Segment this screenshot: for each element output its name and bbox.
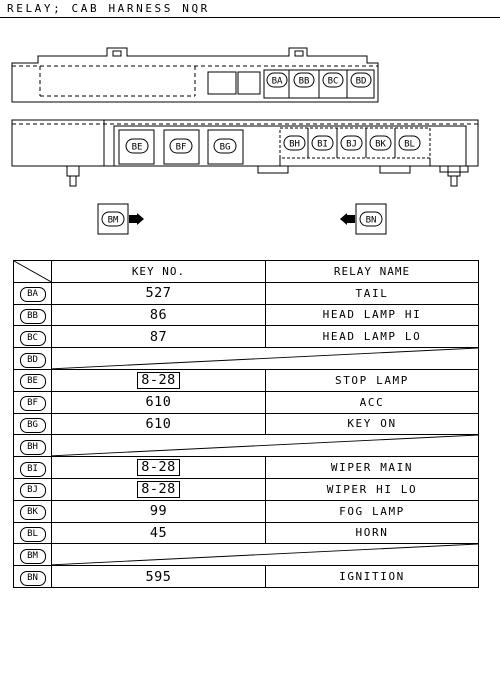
table-header-row [14,261,479,283]
svg-text:BN: BN [365,215,377,226]
relay-code-cell [14,326,52,348]
relay-code-badge: BN [20,571,46,586]
relay-code-badge: BC [20,331,46,346]
key-no-cell [52,282,266,304]
connector-BB-icon [294,73,314,87]
key-no-value: 610 [145,394,172,411]
table-row [14,566,479,588]
key-no-value: 99 [149,503,168,520]
svg-text:BC: BC [327,76,339,87]
key-no-cell [52,304,266,326]
table-row [14,282,479,304]
key-no-cell [52,391,266,413]
relay-box-diagram [0,0,500,250]
key-no-cell [52,369,266,391]
relay-code-badge: BE [20,374,46,389]
relay-code-badge: BK [20,505,46,520]
relay-name-value: IGNITION [339,570,405,584]
svg-text:BL: BL [404,139,415,150]
table-row [14,544,479,566]
connector-BH-icon [284,136,305,150]
key-no-cell [52,478,266,500]
relay-name-cell [266,566,479,588]
key-no-value: 8-28 [137,459,180,476]
relay-name-value: WIPER HI LO [326,482,418,496]
table-row [14,457,479,479]
relay-code-cell [14,413,52,435]
key-no-value: 595 [145,568,172,585]
relay-code-cell [14,348,52,370]
unused-slot-cell [52,435,479,457]
key-no-header: KEY NO. [52,261,266,283]
relay-name-cell [266,457,479,479]
connector-BG-icon [214,139,236,153]
key-no-value: 45 [149,524,168,541]
relay-code-cell [14,282,52,304]
corner-cell [14,261,52,283]
relay-code-cell [14,457,52,479]
relay-code-cell [14,304,52,326]
page-title: RELAY; CAB HARNESS NQR [7,2,210,15]
svg-text:BJ: BJ [346,139,357,150]
relay-name-cell [266,282,479,304]
relay-name-cell [266,522,479,544]
connector-BJ-icon [341,136,362,150]
table-row [14,478,479,500]
svg-text:BD: BD [355,76,367,87]
key-no-value: 86 [149,306,168,323]
relay-name-value: KEY ON [347,417,397,431]
relay-code-cell [14,566,52,588]
table-row [14,500,479,522]
relay-name-value: WIPER MAIN [330,461,414,475]
relay-code-cell [14,478,52,500]
relay-name-cell [266,326,479,348]
connector-BC-icon [323,73,343,87]
relay-code-badge: BL [20,527,46,542]
unused-slot-cell [52,348,479,370]
relay-name-cell [266,478,479,500]
relay-code-badge: BI [20,462,46,477]
table-row [14,391,479,413]
relay-code-badge: BJ [20,483,46,498]
relay-name-value: ACC [359,395,385,409]
relay-code-badge: BB [20,309,46,324]
key-no-cell [52,566,266,588]
svg-text:BH: BH [289,139,300,150]
svg-text:BE: BE [131,142,143,153]
table-row [14,413,479,435]
svg-text:BK: BK [375,139,386,150]
connector-BF-icon [170,139,192,153]
relay-code-cell [14,500,52,522]
relay-code-cell [14,369,52,391]
svg-text:BI: BI [317,139,328,150]
key-no-value: 8-28 [137,481,180,498]
unused-slot-cell [52,544,479,566]
relay-name-cell [266,304,479,326]
relay-name-value: HEAD LAMP LO [322,330,422,344]
connector-BI-icon [312,136,333,150]
relay-code-cell [14,435,52,457]
key-no-value: 87 [149,328,168,345]
relay-code-badge: BG [20,418,46,433]
key-no-cell [52,522,266,544]
relay-code-badge: BD [20,353,46,368]
svg-text:BA: BA [271,76,283,87]
relay-name-value: FOG LAMP [339,504,405,518]
relay-name-value: STOP LAMP [334,373,409,387]
relay-code-badge: BH [20,440,46,455]
table-row [14,326,479,348]
relay-name-cell [266,391,479,413]
relay-name-value: HORN [355,526,389,540]
connector-BE-icon [126,139,148,153]
relay-name-value: TAIL [355,286,389,300]
relay-code-cell [14,522,52,544]
table-row [14,304,479,326]
unused-slash [52,348,478,369]
key-no-value: 527 [145,285,172,302]
relay-table [13,260,479,588]
connector-BK-icon [370,136,391,150]
relay-code-badge: BF [20,396,46,411]
key-no-value: 610 [145,415,172,432]
table-row [14,435,479,457]
view-BN-icon [340,204,386,234]
relay-name-cell [266,500,479,522]
relay-code-badge: BM [20,549,46,564]
relay-code-cell [14,391,52,413]
relay-name-value: HEAD LAMP HI [322,308,422,322]
svg-text:BM: BM [107,215,119,226]
connector-BA-icon [267,73,287,87]
connector-BL-icon [399,136,420,150]
relay-name-cell [266,413,479,435]
unused-slash [52,544,478,565]
unused-slash [52,435,478,456]
connector-BD-icon [351,73,371,87]
svg-text:BG: BG [219,142,231,153]
table-row [14,369,479,391]
key-no-cell [52,326,266,348]
table-row [14,348,479,370]
key-no-cell [52,413,266,435]
table-row [14,522,479,544]
svg-text:BB: BB [298,76,310,87]
relay-name-header: RELAY NAME [266,261,479,283]
key-no-value: 8-28 [137,372,180,389]
key-no-cell [52,500,266,522]
view-BM-icon [98,204,144,234]
key-no-cell [52,457,266,479]
relay-code-cell [14,544,52,566]
relay-name-cell [266,369,479,391]
relay-code-badge: BA [20,287,46,302]
svg-text:BF: BF [175,142,187,153]
